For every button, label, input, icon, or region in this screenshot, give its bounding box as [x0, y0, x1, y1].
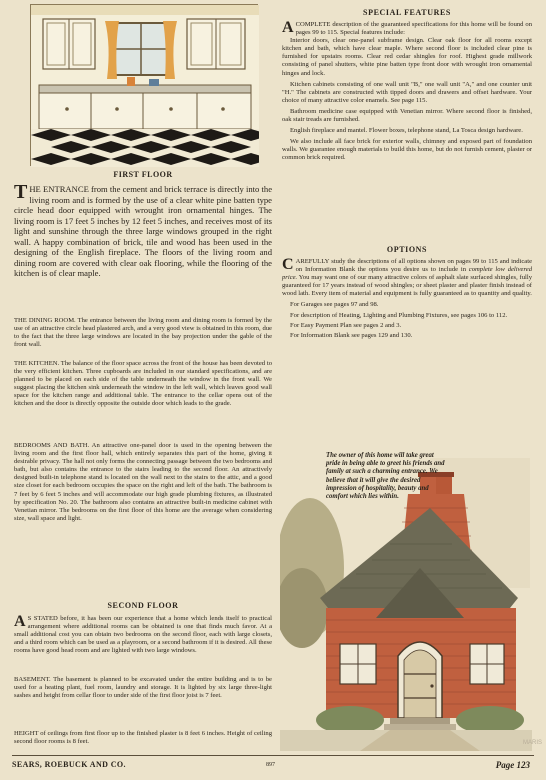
special-features-intro: [282, 21, 532, 37]
watermark: MARIS: [522, 740, 542, 746]
lead-words: AREFULLY: [295, 258, 330, 265]
dropcap: A: [14, 613, 26, 630]
options-item: For description of Heating, Lighting and Plumbing Fixtures, see pages 106 to 112.: [290, 311, 508, 319]
page-number: Page 123: [495, 760, 530, 770]
paragraph-text: The balance of the floor space across the front of the house has been devoted to the very efficient kitchen. Three cupboards are included in our standard specifications, and are planned to be placed on each side of the table underneath the window in the front wall. We suggest placing the kitchen sink underneath the window in the left wall, which leaves good wall space for the kitchen range and additional table. The entrance to the cellar opens out of the kitchen and the door is directly opposite the outside door which leads to the grade.: [14, 360, 272, 408]
figure-caption: FIRST FLOOR: [113, 170, 173, 179]
section-label: HEIGHT: [14, 730, 39, 737]
bedrooms-section: [14, 442, 272, 523]
illustration-caption: The owner of this home will take great pride in being able to greet his friends and family at such a charming entrance. We believe that it will give the desired impression of hospitality, beauty and comfort which lies within.: [326, 452, 445, 501]
basement-section: [14, 676, 272, 700]
entrance-section: [14, 181, 273, 279]
dropcap: A: [282, 19, 294, 36]
entrance-paragraph: [14, 181, 273, 279]
options-item: For Garages see pages 97 and 98.: [290, 301, 379, 309]
page-code: 897: [266, 762, 275, 768]
lead-words: S STATED: [27, 615, 58, 622]
paragraph-text: of ceilings from first floor up to the finished plaster is 8 feet 6 inches. Height of ceiling second floor rooms is 8 feet.: [14, 730, 272, 746]
section-label: THE KITCHEN.: [14, 360, 60, 367]
special-features-p5: We also include all face brick for exterior walls, chimney and exposed part of foundation walls. We guarantee enough materials to build this home, but do not furnish cement, plaster or common brick required.: [282, 138, 532, 162]
emphasis-text: complete low delivered price.: [282, 266, 532, 282]
paragraph-text: description of the guaranteed specifications for this home will be found on pages 99 to 115. Special features include:: [295, 21, 532, 37]
kitchen-section: [14, 360, 272, 409]
options-item: For Easy Payment Plan see pages 2 and 3.: [290, 321, 402, 329]
section-label: BASEMENT.: [14, 676, 51, 683]
options-intro: [282, 258, 532, 298]
lead-words: HE ENTRANCE: [29, 184, 89, 194]
special-features-p3: Bathroom medicine case equipped with Venetian mirror. Where second floor is finished, oak stair treads are furnished.: [282, 107, 532, 124]
options-item: For Information Blank see pages 129 and 130.: [290, 331, 413, 339]
kitchen-paragraph: [14, 360, 272, 409]
paragraph-text: You may want one of our many attractive colors of asphalt slate surfaced shingles, fully guaranteed for 17 years instead of wood shingles; or sheet plaster and plaster finish instead of wood lath. Every item of material and equipment is fully guaranteed as to quantity and quality.: [282, 274, 532, 298]
paragraph-text: The basement is planned to be excavated under the entire building and is to be used for a heating plant, fuel room, laundry and storage. It is lighted by six large three-light sashes and height from cellar floor to under side of the first floor joist is 7 feet.: [14, 676, 272, 700]
height-paragraph: [14, 730, 272, 746]
section-label: BEDROOMS AND BATH.: [14, 442, 90, 449]
dropcap: T: [14, 181, 28, 203]
dining-paragraph: [14, 317, 272, 349]
options-section: [282, 245, 532, 340]
special-features-p2: Kitchen cabinets consisting of one wall unit "B," one wall unit "A," and one counter unit "H." The cabinets are constructed with tipped doors and drawers and offset hardware. Your choice of many attractive color enamels. See page 115.: [282, 80, 532, 104]
special-features-p4: English fireplace and mantel. Flower boxes, telephone stand, La Tosca design hardware.: [290, 127, 523, 135]
paragraph-text: study the descriptions of all options shown on pages 99 to 115 and indicate on Information Blank the options you desire us to include in: [295, 258, 532, 274]
second-floor-heading: SECOND FLOOR: [107, 601, 179, 610]
bedrooms-paragraph: [14, 442, 272, 523]
second-floor-section: [14, 601, 272, 655]
paragraph-text: before, it has been our experience that a home which lends itself to practical arrangement where additional rooms can be obtained is one that finds much favor. At a small additional cost you can obtain two bedrooms on the second floor, each with large closets, and a third room which can be used as a playroom, or a second bathroom if it is desired. All these rooms have good head room and are lighted with two large windows.: [14, 615, 272, 655]
paragraph-text: from the cement and brick terrace is directly into the living room and is formed by the use of a clear white pine batten type circle head door equipped with wrought iron ornamental hinges. The living room is 17 feet 5 inches by 12 feet 5 inches, and receives most of its light and sunshine through the three large windows grouped in the right wall. A happy combination of brick, tile and wood has been used in the designing of the English fireplace. The floors of the living room and dining room are covered with clear oak flooring, while the flooring of the kitchen is of clear maple.: [14, 184, 273, 278]
second-floor-paragraph: [14, 615, 272, 655]
lead-words: COMPLETE: [295, 21, 331, 28]
paragraph-text: The entrance between the living room and dining room is formed by the use of an attractive circle head plastered arch, and a very good view is obtained in this room, due to the fact that the three large windows are located in the bay projection under the gable of the front wall.: [14, 317, 272, 349]
height-section: [14, 730, 272, 746]
special-features-p1: Interior doors, clear one-panel subframe design. Clear oak floor for all rooms except kitchen and bath, which have clear maple. Where second floor is included clear pine is furnished for upstairs rooms. Clear red cedar shingles for roof. Highest grade millwork consisting of panel shutters, white pine batten type front door with wrought iron ornamental hinges and lock.: [282, 37, 532, 77]
publisher-name: SEARS, ROEBUCK AND CO.: [12, 760, 126, 769]
kitchen-illustration: [30, 4, 258, 166]
dropcap: C: [282, 256, 294, 273]
options-heading: OPTIONS: [386, 245, 428, 254]
basement-paragraph: [14, 676, 272, 700]
dining-section: [14, 317, 272, 349]
section-label: THE DINING ROOM.: [14, 317, 76, 324]
special-features-heading: SPECIAL FEATURES: [363, 8, 451, 17]
kitchen-drawing: [31, 5, 259, 167]
footer-rule: [12, 755, 534, 756]
special-features-section: [282, 8, 532, 163]
paragraph-text: An attractive one-panel door is used in the opening between the living room and the first floor hall, which entirely separates this part of the home, giving it desirable privacy. The hall not only forms the connecting passage between the two bedrooms and bath, but also contains the entrance to the stairs leading to the second floor. An attractively designed built-in telephone stand is located on the wall next to the stairs to the attic, and a good size closet for each bedroom occupies the space on the right and left of the bath. The bathroom is 7 feet by 6 feet 5 inches and will accommodate our high grade plumbing fixtures, as illustrated by specification No. 20. The bathroom also contains an attractive built-in medicine cabinet with Venetian mirror. The bedrooms on the first floor of this home are the average when considering size, wall space and light.: [14, 442, 272, 522]
